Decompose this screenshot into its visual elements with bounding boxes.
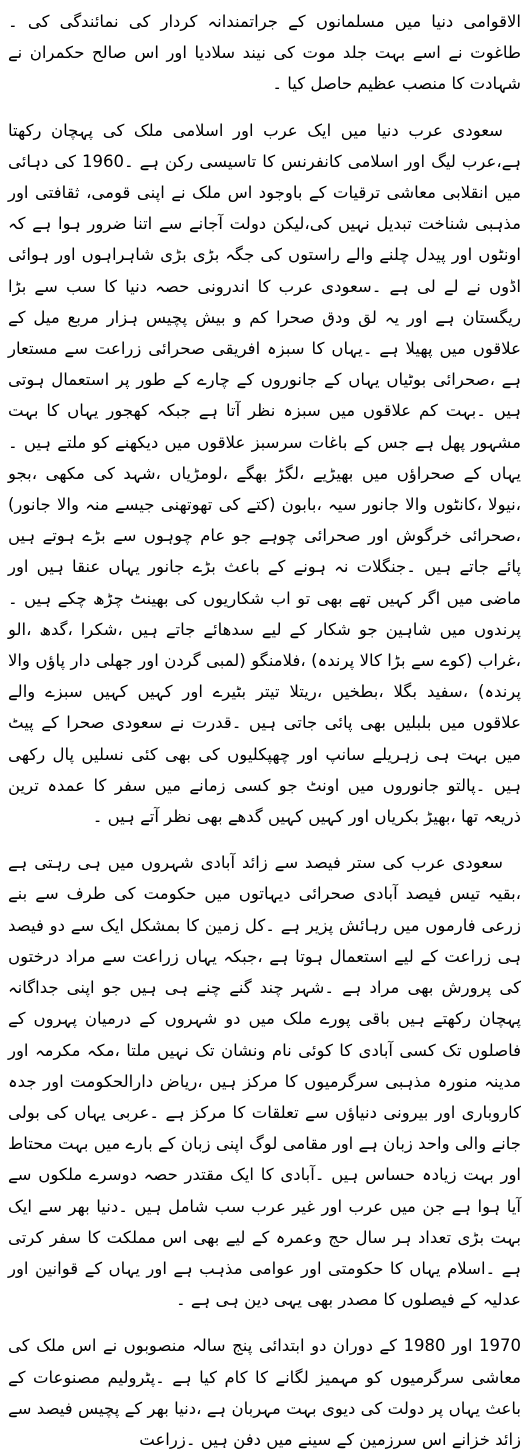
paragraph-4: 1970 اور 1980 کے دوران دو ابتدائی پنج سالہ منصوبوں نے اس ملک کی معاشی سرگرمیوں کو مہمیز لگانے کا کام کیا ہے ۔پٹرولیم مصنوعات کے باعث یہاں پر دولت کی دیوی بہت مہربان ہے ،دنیا بھر کے پچیس فیصد سے زائد خزانے اس سرزمین کے سینے میں دفن ہیں ۔زراعت <box>8 1336 521 1449</box>
paragraph-3: سعودی عرب کی ستر فیصد سے زائد آبادی شہروں میں ہی رہتی ہے ،بقیہ تیس فیصد آبادی صحرائی دیہاتوں میں حکومت کی طرف سے بنے زرعی فارموں میں رہائش پزیر ہے ۔کل زمین کا بمشکل ایک سے دو فیصد ہی زراعت کے لیے استعمال ہوتا ہے ،جبکہ یہاں زراعت سے مراد درختوں کی پرورش بھی مراد ہے ۔شہر چند گنے چنے ہی ہیں جو اپنی جداگانہ پہچان رکھتے ہیں باقی پورے ملک میں دو شہروں کے درمیان پہروں کے فاصلوں تک کسی آبادی کا کوئی نام ونشان تک نہیں ملتا ،مکہ مکرمہ اور مدینہ منورہ مذہبی سرگرمیوں کا مرکز ہیں ،ریاض دارالحکومت اور جدہ کاروباری اور بیرونی دنیاؤں سے تعلقات کا مرکز ہے ۔عربی یہاں کی بولی جانے والی واحد زبان ہے اور مقامی لوگ اپنی زبان کے بارے میں بہت محتاط اور بہت زیادہ حساس ہیں ۔آبادی کا ایک مقتدر حصہ دوسرے ملکوں سے آیا ہوا ہے جن میں عرب اور غیر عرب سب شامل ہیں ۔دنیا بھر سے ایک بہت بڑی تعداد ہر سال حج وعمرہ کے لیے بھی اس مملکت کا سفر کرتی ہے ۔اسلام یہاں کا حکومتی اور عوامی مذہب ہے اور یہاں کے قوانین اور عدلیہ کے فیصلوں کا مصدر بھی یہی دین ہی ہے ۔ <box>8 853 521 1310</box>
paragraph-1: الاقوامی دنیا میں مسلمانوں کے جراتمندانہ کردار کی نمائندگی کی ۔طاغوت نے اسے بہت جلد موت کی نیند سلادیا اور اس صالح حکمران نے شہادت کا منصب عظیم حاصل کیا ۔ <box>8 12 521 94</box>
paragraph-2: سعودی عرب دنیا میں ایک عرب اور اسلامی ملک کی پہچان رکھتا ہے،عرب لیگ اور اسلامی کانفرنس کا تاسیسی رکن ہے ۔1960 کی دہائی میں انقلابی معاشی ترقیات کے باوجود اس ملک نے اپنی قومی، ثقافتی اور مذہبی شناخت تبدیل نہیں کی،لیکن دولت آجانے سے اتنا ضرور ہوا ہے کہ اونٹوں اور پیدل چلنے والے راستوں کی جگہ بڑی بڑی شاہراہوں اور ہوائی اڈوں نے لے لی ہے ۔سعودی عرب کا اندرونی حصہ دنیا کا سب سے بڑا ریگستان ہے اور یہ لق ودق صحرا کم و بیش پچیس ہزار مربع میل کے علاقوں میں پھیلا ہے ۔یہاں کا سبزہ افریقی صحرائی زراعت سے مستعار ہے ،صحرائی بوٹیاں یہاں کے جانوروں کے چارے کے طور پر استعمال ہوتی ہیں ۔بہت کم علاقوں میں سبزہ نظر آتا ہے جبکہ کھجور یہاں کا بہت مشہور پھل ہے جس کے باغات سرسبز علاقوں میں دیکھنے کو ملتے ہیں ۔یہاں کے صحراؤں میں بھیڑیے ،لگڑ بھگے ،لومڑیاں ،شہد کی مکھی ،بجو ،نیولا ،کانٹوں والا جانور سیہ ،بابون (کتے کی تھوتھنی جیسے منہ والا جانور) ،صحرائی خرگوش اور صحرائی چوہے جو عام چوہوں سے بڑے ہوتے ہیں پائے جاتے ہیں ۔جنگلات نہ ہونے کے باعث بڑے جانور یہاں عنقا ہیں اور ماضی میں اگر کہیں تھے بھی تو اب شکاریوں کی بھینٹ چڑھ چکے ہیں ۔پرندوں میں شاہین جو شکار کے لیے سدھائے جاتے ہیں ،شکرا ،گدھ ،الو ،غراب (کوے سے بڑا کالا پرندہ) ،فلامنگو (لمبی گردن اور جھلی دار پاؤں والا پرندہ) ،سفید بگلا ،بطخیں ،ریتلا تیتر بٹیرے اور کہیں کہیں سبزے والے علاقوں میں بلبلیں بھی پائی جاتی ہیں ۔قدرت نے سعودی صحرا کے پیٹ میں بہت ہی زہریلے سانپ اور چھپکلیوں کی بھی کئی نسلیں پال رکھی ہیں ۔پالتو جانوروں میں اونٹ جو کسی زمانے میں سفر کا عمدہ ترین ذریعہ تھا ،بھیڑ بکریاں اور کہیں کہیں گدھے بھی نظر آتے ہیں ۔ <box>8 120 521 827</box>
